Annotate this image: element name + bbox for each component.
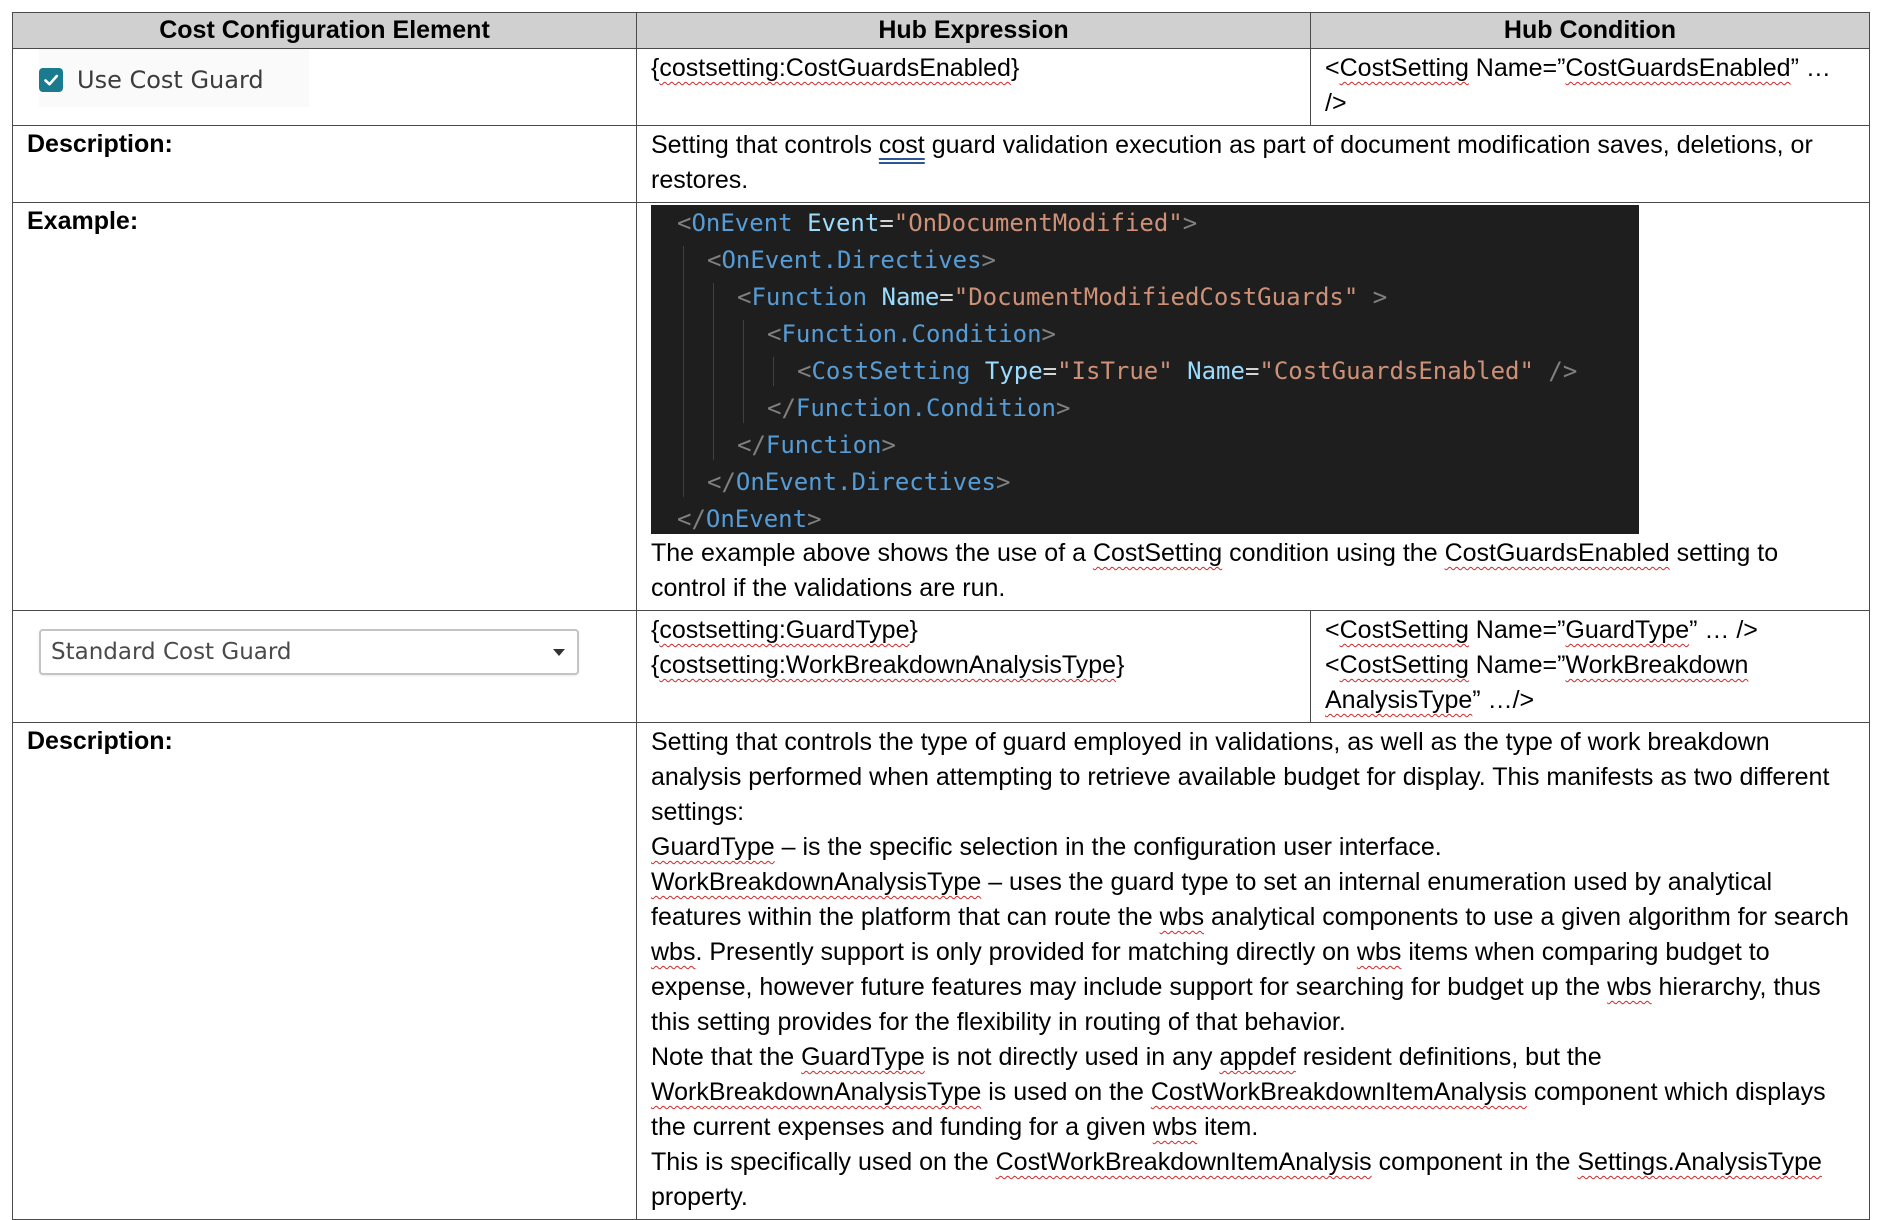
code-token: = [1042,357,1058,385]
condition-line-2: <CostSetting Name=”WorkBreakdown [1325,651,1749,679]
expression-text: {costsetting:CostGuardsEnabled} [651,54,1020,82]
code-token: OnEvent [705,505,808,533]
condition-cell [1311,611,1870,723]
code-token: > [981,246,996,274]
condition-line-2: /> [1325,89,1347,117]
description-paragraph: GuardType – is the specific selection in the configuration user interface. [651,833,1442,861]
row-description-2 [13,723,1870,1220]
code-token: Type [984,357,1043,385]
code-token [1534,357,1548,385]
code-line [677,501,1639,534]
code-token: Function.Condition [781,320,1042,348]
row-use-cost-guard [13,49,1870,126]
code-token [1358,283,1372,311]
description-text-cell [637,126,1870,203]
code-token: > [1182,209,1198,237]
description-paragraph: WorkBreakdownAnalysisType – uses the guard type to set an internal enumeration used by analytical features within the platform that can route the wbs analytical components to use a given algorithm for search wbs. Presently support is only provided for matching directly on wbs items when comparing budget to expense, however future features may include support for searching for budget up the wbs hierarchy, thus this setting provides for the flexibility in routing of that behavior. [651,868,1849,1036]
code-line [677,353,1639,390]
expression-cell [637,49,1311,126]
element-cell [13,611,637,723]
code-token: "CostGuardsEnabled" [1259,357,1534,385]
description-text-cell [637,723,1870,1220]
code-token: </ [677,505,706,533]
expression-line-2: {costsetting:WorkBreakdownAnalysisType} [651,651,1125,679]
code-token: = [879,209,894,237]
code-token: > [1041,320,1056,348]
dropdown-selected-value: Standard Cost Guard [51,638,292,665]
code-token [867,283,881,311]
checkbox-label: Use Cost Guard [77,65,264,94]
expression-line-1: {costsetting:GuardType} [651,616,918,644]
code-token: > [996,468,1011,496]
code-token: "OnDocumentModified" [893,209,1183,237]
condition-line-1: <CostSetting Name=”CostGuardsEnabled” … [1325,54,1831,82]
code-token: = [939,283,954,311]
code-token: = [1244,357,1260,385]
description-label-cell [13,723,637,1220]
code-token: </ [767,394,796,422]
header-hub-condition: Hub Condition [1311,13,1870,49]
code-token: </ [737,431,766,459]
description-label-cell [13,126,637,203]
code-token: Function [751,283,868,311]
cost-configuration-table [12,12,1870,1220]
code-token: < [767,320,782,348]
code-token: > [807,505,822,533]
code-token: "DocumentModifiedCostGuards" [953,283,1359,311]
example-label-cell [13,203,637,611]
expression-cell [637,611,1311,723]
code-token: < [737,283,752,311]
code-line [677,464,1639,501]
header-hub-expression: Hub Expression [637,13,1311,49]
code-token: < [677,209,692,237]
code-screenshot [651,205,1639,534]
code-line [677,390,1639,427]
code-token: OnEvent.Directives [735,468,996,496]
code-line [677,205,1639,242]
condition-cell [1311,49,1870,126]
indent-guide [773,357,774,386]
code-token: > [1056,394,1071,422]
code-token: Name [1187,357,1245,385]
indent-guide [743,320,744,423]
row-example [13,203,1870,611]
code-token: < [797,357,812,385]
code-token: OnEvent.Directives [721,246,982,274]
header-row [13,13,1870,49]
example-label: Example: [27,207,139,235]
indent-guide [713,283,714,460]
row-description-1 [13,126,1870,203]
condition-line-3: AnalysisType” …/> [1325,686,1535,714]
example-explanation: The example above shows the use of a CostSetting condition using the CostGuardsEnabled setting to control if the validations are run. [651,539,1779,602]
row-guard-type [13,611,1870,723]
description-text: Setting that controls cost guard validation execution as part of document modification saves, deletions, or restores. [651,131,1813,194]
code-token: > [881,431,896,459]
example-content-cell [637,203,1870,611]
header-cost-configuration-element: Cost Configuration Element [13,13,637,49]
guard-type-dropdown[interactable] [39,629,579,675]
code-token: /> [1548,357,1578,385]
code-line [677,279,1639,316]
code-token: CostSetting [811,357,971,385]
code-token: Event [807,209,880,237]
code-token [970,357,984,385]
code-line [677,316,1639,353]
use-cost-guard-checkbox[interactable] [39,49,309,107]
code-line [677,427,1639,464]
indent-guide [683,246,684,497]
description-label: Description: [27,130,173,158]
code-token: "IsTrue" [1057,357,1173,385]
code-token: Name [881,283,940,311]
description-paragraph: Setting that controls the type of guard employed in validations, as well as the type of work breakdown analysis performed when attempting to retrieve available budget for display. This manifests as two different settings: [651,728,1830,826]
code-token: </ [707,468,736,496]
code-token: < [707,246,722,274]
code-token: OnEvent [691,209,793,237]
description-paragraph: Note that the GuardType is not directly used in any appdef resident definitions, but the WorkBreakdownAnalysisType is used on the CostWorkBreakdownItemAnalysis component which displays the current expenses and funding for a given wbs item. [651,1043,1826,1141]
code-token: Function [765,431,882,459]
chevron-down-icon[interactable] [553,649,565,656]
checkbox-checked-icon[interactable] [39,68,63,92]
code-line [677,242,1639,279]
element-cell [13,49,637,126]
code-token: Function.Condition [795,394,1056,422]
description-paragraph: This is specifically used on the CostWorkBreakdownItemAnalysis component in the Settings.AnalysisType property. [651,1148,1822,1211]
description-text [651,723,1855,1219]
code-token: > [1372,283,1388,311]
code-token [793,209,807,237]
description-label: Description: [27,727,173,755]
condition-line-1: <CostSetting Name=”GuardType” … /> [1325,616,1758,644]
code-token [1173,357,1187,385]
